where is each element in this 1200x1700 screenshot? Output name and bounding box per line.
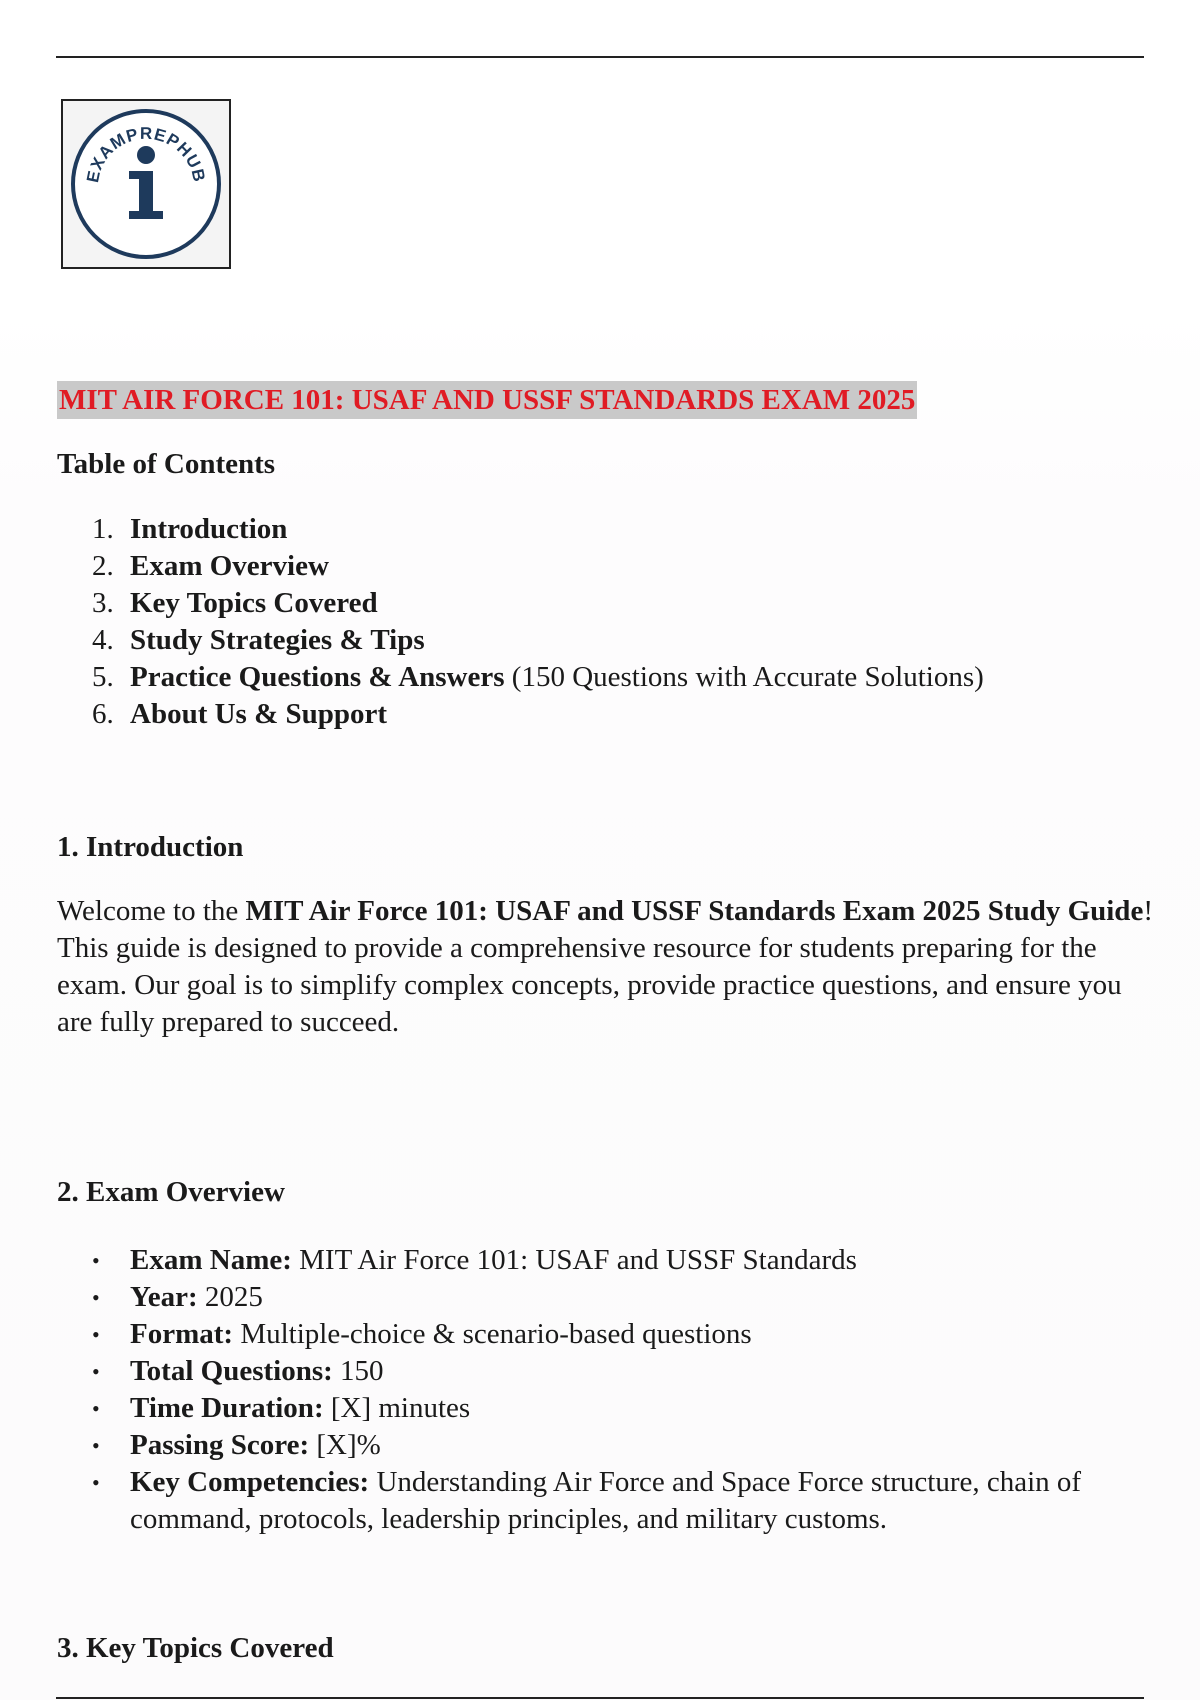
document-title: MIT AIR FORCE 101: USAF AND USSF STANDARDS EXAM 2025 — [57, 381, 917, 419]
fact-value: MIT Air Force 101: USAF and USSF Standards — [291, 1244, 857, 1276]
overview-fact — [92, 1242, 1160, 1279]
toc-item[interactable] — [92, 659, 984, 696]
bullet-icon: • — [92, 1470, 100, 1495]
toc-item[interactable] — [92, 622, 984, 659]
overview-fact — [92, 1464, 1160, 1538]
toc-item-number: 1. — [92, 513, 114, 545]
bottom-rule — [56, 1697, 1144, 1699]
intro-rest: ! This guide is designed to provide a comprehensive resource for students preparing for the exam. Our goal is to simplify complex concepts, provide practice questions, and ensure you are fully prepared to succeed. — [57, 895, 1153, 1038]
toc-item-label: Introduction — [130, 513, 288, 545]
toc-item[interactable] — [92, 548, 984, 585]
fact-value: 2025 — [197, 1281, 263, 1313]
toc-item-number: 4. — [92, 624, 114, 656]
fact-label: Key Competencies: — [130, 1466, 370, 1498]
overview-fact — [92, 1316, 1160, 1353]
bullet-icon: • — [92, 1359, 100, 1384]
toc-item[interactable] — [92, 511, 984, 548]
intro-lead: Welcome to the — [57, 895, 246, 927]
toc-item-label: Study Strategies & Tips — [130, 624, 425, 656]
intro-bold: MIT Air Force 101: USAF and USSF Standards Exam 2025 Study Guide — [245, 895, 1144, 927]
fact-value: [X] minutes — [323, 1392, 471, 1424]
overview-fact — [92, 1279, 1160, 1316]
fact-label: Exam Name: — [130, 1244, 292, 1276]
fact-label: Year: — [130, 1281, 198, 1313]
fact-value: Understanding Air Force and Space Force structure, chain of command, protocols, leadership principles, and military customs. — [130, 1466, 1082, 1535]
bullet-icon: • — [92, 1433, 100, 1458]
toc-item-number: 6. — [92, 698, 114, 730]
toc-item-label: Practice Questions & Answers — [130, 661, 505, 693]
fact-label: Total Questions: — [130, 1355, 333, 1387]
toc-item-label: Key Topics Covered — [130, 587, 378, 619]
fact-label: Time Duration: — [130, 1392, 324, 1424]
toc-item-label: Exam Overview — [130, 550, 329, 582]
fact-label: Passing Score: — [130, 1429, 310, 1461]
fact-label: Format: — [130, 1318, 234, 1350]
introduction-heading: 1. Introduction — [57, 831, 244, 863]
toc-item-note: (150 Questions with Accurate Solutions) — [504, 661, 984, 693]
overview-fact — [92, 1353, 1160, 1390]
info-logo-icon — [63, 101, 229, 267]
introduction-paragraph — [57, 893, 1157, 1041]
toc-item-number: 2. — [92, 550, 114, 582]
toc-item-number: 3. — [92, 587, 114, 619]
bullet-icon: • — [92, 1322, 100, 1347]
toc-heading: Table of Contents — [57, 448, 276, 480]
toc-item[interactable] — [92, 696, 984, 733]
examprephub-logo — [61, 99, 231, 269]
toc-item-label: About Us & Support — [130, 698, 388, 730]
bullet-icon: • — [92, 1285, 100, 1310]
toc-item[interactable] — [92, 585, 984, 622]
bullet-icon: • — [92, 1248, 100, 1273]
toc-item-number: 5. — [92, 661, 114, 693]
overview-fact — [92, 1390, 1160, 1427]
bullet-icon: • — [92, 1396, 100, 1421]
exam-overview-heading: 2. Exam Overview — [57, 1176, 285, 1208]
table-of-contents — [92, 511, 984, 733]
exam-overview-list — [92, 1242, 1160, 1538]
fact-value: [X]% — [309, 1429, 381, 1461]
key-topics-heading: 3. Key Topics Covered — [57, 1632, 334, 1664]
fact-value: 150 — [332, 1355, 384, 1387]
fact-value: Multiple-choice & scenario-based questions — [233, 1318, 752, 1350]
overview-fact — [92, 1427, 1160, 1464]
svg-text:EXAMPREPHUB: EXAMPREPHUB — [83, 123, 209, 185]
top-rule — [56, 56, 1144, 58]
